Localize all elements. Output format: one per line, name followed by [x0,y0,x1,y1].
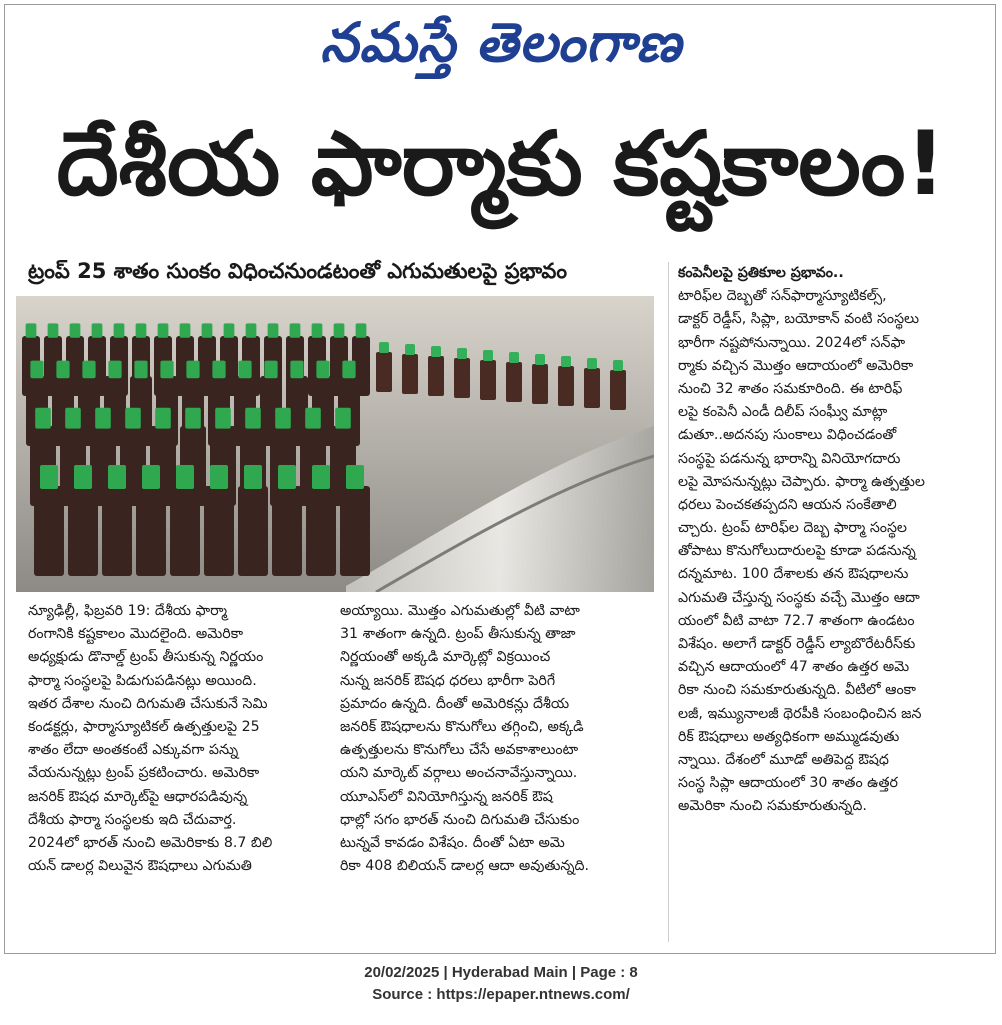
bottle-cap [509,352,519,363]
article-line: జనరిక్ ఔషధాలను కొనుగోలు తగ్గించి, అక్కడి [340,718,584,735]
bottle [238,486,268,576]
article-line: దేశీయ ఫార్మా సంస్థలకు ఇది చేదువార్త. [28,811,237,828]
pharma-bottles-image [16,296,654,592]
bottle [102,486,132,576]
article-line: నున్న జనరిక్ ఔషధ ధరలు భారీగా పెరిగే [340,672,556,689]
bottle-cap [587,358,597,369]
bottle [558,366,574,406]
bottle-cap [342,361,355,379]
article-line: తోపాటు కొనుగోలుదారులపై కూడా పడనున్న [678,543,916,560]
article-line: రికా 408 బిలియన్ డాలర్ల ఆదా అవుతున్నది. [340,858,590,875]
bottle [136,486,166,576]
bottle-cap [82,361,95,379]
bottle [402,354,418,394]
article-line: లపై మోపనున్నట్లు చెప్పారు. ఫార్మా ఉత్పత్తుల [678,473,925,490]
footer-source: Source : https://epaper.ntnews.com/ [372,986,630,1003]
bottle-cap [136,323,147,337]
article-line: శాతం లేదా అంతకంటే ఎక్కువగా పన్ను [28,742,239,759]
article-line: ధాల్లో సగం భారత్ నుంచి దిగుమతి చేసుకుం [340,811,580,828]
bottle-cap [202,323,213,337]
bottle-cap [334,323,345,337]
bottle-cap [48,323,59,337]
article-line: వేయనున్నట్లు ట్రంప్ ప్రకటించారు. అమెరికా [28,765,260,782]
bottle-cap [224,323,235,337]
article-line: లజీ, ఇమ్యునాలజీ థెరపీకి సంబంధించిన జన [678,705,922,722]
bottle-cap [30,361,43,379]
bottle [340,486,370,576]
article-line: యూఎస్‌లో వినియోగిస్తున్న జనరిక్ ఔష [340,788,553,805]
article-line: ఉత్పత్తులను కొనుగోలు చేసే అవకాశాలుంటా [340,742,579,759]
bottle-cap [108,361,121,379]
bottle-cap [160,361,173,379]
article-photo [16,296,654,592]
bottle-cap [305,408,321,429]
bottle-cap [142,465,160,489]
bottle-cap [108,465,126,489]
bottle-cap [114,323,125,337]
article-line: టున్నవే కావడం విశేషం. దీంతో ఏటా అమె [340,834,565,851]
bottle-cap [405,344,415,355]
article-line: రంగానికి కష్టకాలం మొదలైంది. అమెరికా [28,626,243,643]
masthead-logo: నమస్తే తెలంగాణ [320,11,682,74]
bottle-cap [613,360,623,371]
bottle-cap [379,342,389,353]
bottle [454,358,470,398]
bottle [170,486,200,576]
article-column-2 [340,600,658,878]
article-line: సంస్థ సిప్లా ఆదాయంలో 30 శాతం ఉత్తర [678,775,898,792]
article-line: భారీగా నష్టపోనున్నాయి. 2024లో సన్‌ఫా [678,334,906,351]
column-divider [668,262,669,942]
article-line: ప్రమాదం ఉన్నది. దీంతో అమెరికన్లు దేశీయ [340,695,570,712]
bottle-cap [268,323,279,337]
bottle-cap [246,323,257,337]
bottle-cap [238,361,251,379]
article-column-1 [28,600,338,878]
article-line: డుతూ..అదనపు సుంకాలు విధించడంతో [678,427,897,444]
article-line: యంలో వీటి వాటా 72.7 శాతంగా ఉండటం [678,612,915,629]
article-line: వచ్చిన ఆదాయంలో 47 శాతం ఉత్తర అమె [678,659,910,676]
bottle-cap [312,465,330,489]
bottle-cap [275,408,291,429]
footer-date-edition: 20/02/2025 | Hyderabad Main | Page : 8 [364,964,638,981]
article-line: ఇతర దేశాల నుంచి దిగుమతి చేసుకునే సెమి [28,695,268,712]
article-line: దన్నమాట. 100 దేశాలకు తన ఔషధాలను [678,566,909,583]
bottle-cap [535,354,545,365]
bottle [610,370,626,410]
bottle-cap [185,408,201,429]
article-line: కంపెనీలపై ప్రతికూల ప్రభావం.. [678,265,844,281]
bottle-cap [65,408,81,429]
article-line: జనరిక్ ఔషధ మార్కెట్‌పై ఆధారపడివున్న [28,788,248,805]
article-line: ఫార్మా సంస్థలపై పిడుగుపడినట్లు అయింది. [28,672,257,689]
bottle-cap [245,408,261,429]
bottle [506,362,522,402]
article-line: కండక్టర్లు, ఫార్మాస్యూటికల్ ఉత్పత్తులపై 25 [28,718,260,735]
bottle-cap [290,361,303,379]
bottle-cap [244,465,262,489]
article-line: సంస్థపై పడనున్న భారాన్ని వినియోగదారు [678,450,901,467]
bottle-cap [264,361,277,379]
bottle-cap [74,465,92,489]
article-line: ఎగుమతి చేస్తున్న సంస్థకు వచ్చే మొత్తం ఆదా [678,589,920,606]
subheadline: ట్రంప్ 25 శాతం సుంకం విధించనుండటంతో ఎగుమతులపై ప్రభావం [28,259,568,283]
bottle-cap [134,361,147,379]
bottle-cap [212,361,225,379]
article-column-3 [678,262,980,819]
article-line: అధ్యక్షుడు డొనాల్డ్ ట్రంప్ తీసుకున్న నిర్ణయం [28,649,264,666]
bottle [306,486,336,576]
bottle [480,360,496,400]
article-line: అయ్యాయి. మొత్తం ఎగుమతుల్లో వీటి వాటా [340,603,580,619]
bottle-cap [483,350,493,361]
bottle-cap [215,408,231,429]
bottle-cap [95,408,111,429]
bottle [584,368,600,408]
bottle-cap [561,356,571,367]
article-line: న్నాయి. దేశంలో మూడో అతిపెద్ద ఔషధ [678,751,889,768]
bottle [532,364,548,404]
bottle-cap [431,346,441,357]
article-line: యని మార్కెట్ వర్గాలు అంచనావేస్తున్నాయి. [340,765,578,782]
bottle-cap [278,465,296,489]
bottle [272,486,302,576]
article-line: ర్మాకు వచ్చిన మొత్తం ఆదాయంలో అమెరికా [678,357,914,374]
bottle-cap [316,361,329,379]
bottle [376,352,392,392]
bottle-cap [176,465,194,489]
bottle-cap [155,408,171,429]
bottle [34,486,64,576]
article-line: టారిఫ్‌ల దెబ్బతో సన్‌ఫార్మాస్యూటికల్స్, [678,288,887,305]
bottle-cap [26,323,37,337]
article-line: యన్ డాలర్ల విలువైన ఔషధాలు ఎగుమతి [28,858,252,875]
bottle-cap [457,348,467,359]
article-line: నిర్ణయంతో అక్కడి మార్కెట్లో విక్రయించ [340,649,551,666]
article-line: నుంచి 32 శాతం సమకూరింది. ఈ టారిఫ్ [678,380,903,397]
bottle-cap [312,323,323,337]
article-line: న్యూఢిల్లీ, ఫిబ్రవరి 19: దేశీయ ఫార్మా [28,603,228,619]
bottle-cap [210,465,228,489]
article-line: విశేషం. అలాగే డాక్టర్ రెడ్డీస్ ల్యాబొరేటరీస్‌కు [678,636,916,652]
article-line: అమెరికా నుంచి సమకూరుతున్నది. [678,798,867,815]
article-line: రిక్ ఔషధాలు అత్యధికంగా అమ్ముడవుతు [678,728,900,745]
bottle-cap [346,465,364,489]
bottle-cap [70,323,81,337]
bottle-cap [335,408,351,429]
article-line: రికా నుంచి సమకూరుతున్నది. వీటిలో ఆంకా [678,682,916,699]
bottle [204,486,234,576]
headline: దేశీయ ఫార్మాకు కష్టకాలం! [56,112,946,215]
article-line: ధరలు పెంచకతప్పదని ఆయన సంకేతాలి [678,496,897,513]
article-line: 2024లో భారత్ నుంచి అమెరికాకు 8.7 బిలి [28,834,273,851]
bottle-cap [158,323,169,337]
bottle [428,356,444,396]
article-line: డాక్టర్ రెడ్డీస్, సిప్లా, బయోకాన్ వంటి సంస్థలు [678,311,920,328]
bottle-cap [56,361,69,379]
bottle-cap [180,323,191,337]
bottle-cap [35,408,51,429]
bottle-cap [290,323,301,337]
bottle-cap [356,323,367,337]
article-line: 31 శాతంగా ఉన్నది. ట్రంప్ తీసుకున్న తాజా [340,626,576,643]
bottle-cap [40,465,58,489]
bottle-cap [92,323,103,337]
bottle-cap [125,408,141,429]
article-line: చ్చారు. ట్రంప్ టారిఫ్‌ల దెబ్బ ఫార్మా సంస్థల [678,520,907,537]
bottle-cap [186,361,199,379]
article-line: లపై కంపెనీ ఎండీ దిలీప్ సంఘ్వీ మాట్లా [678,404,888,421]
bottle [68,486,98,576]
